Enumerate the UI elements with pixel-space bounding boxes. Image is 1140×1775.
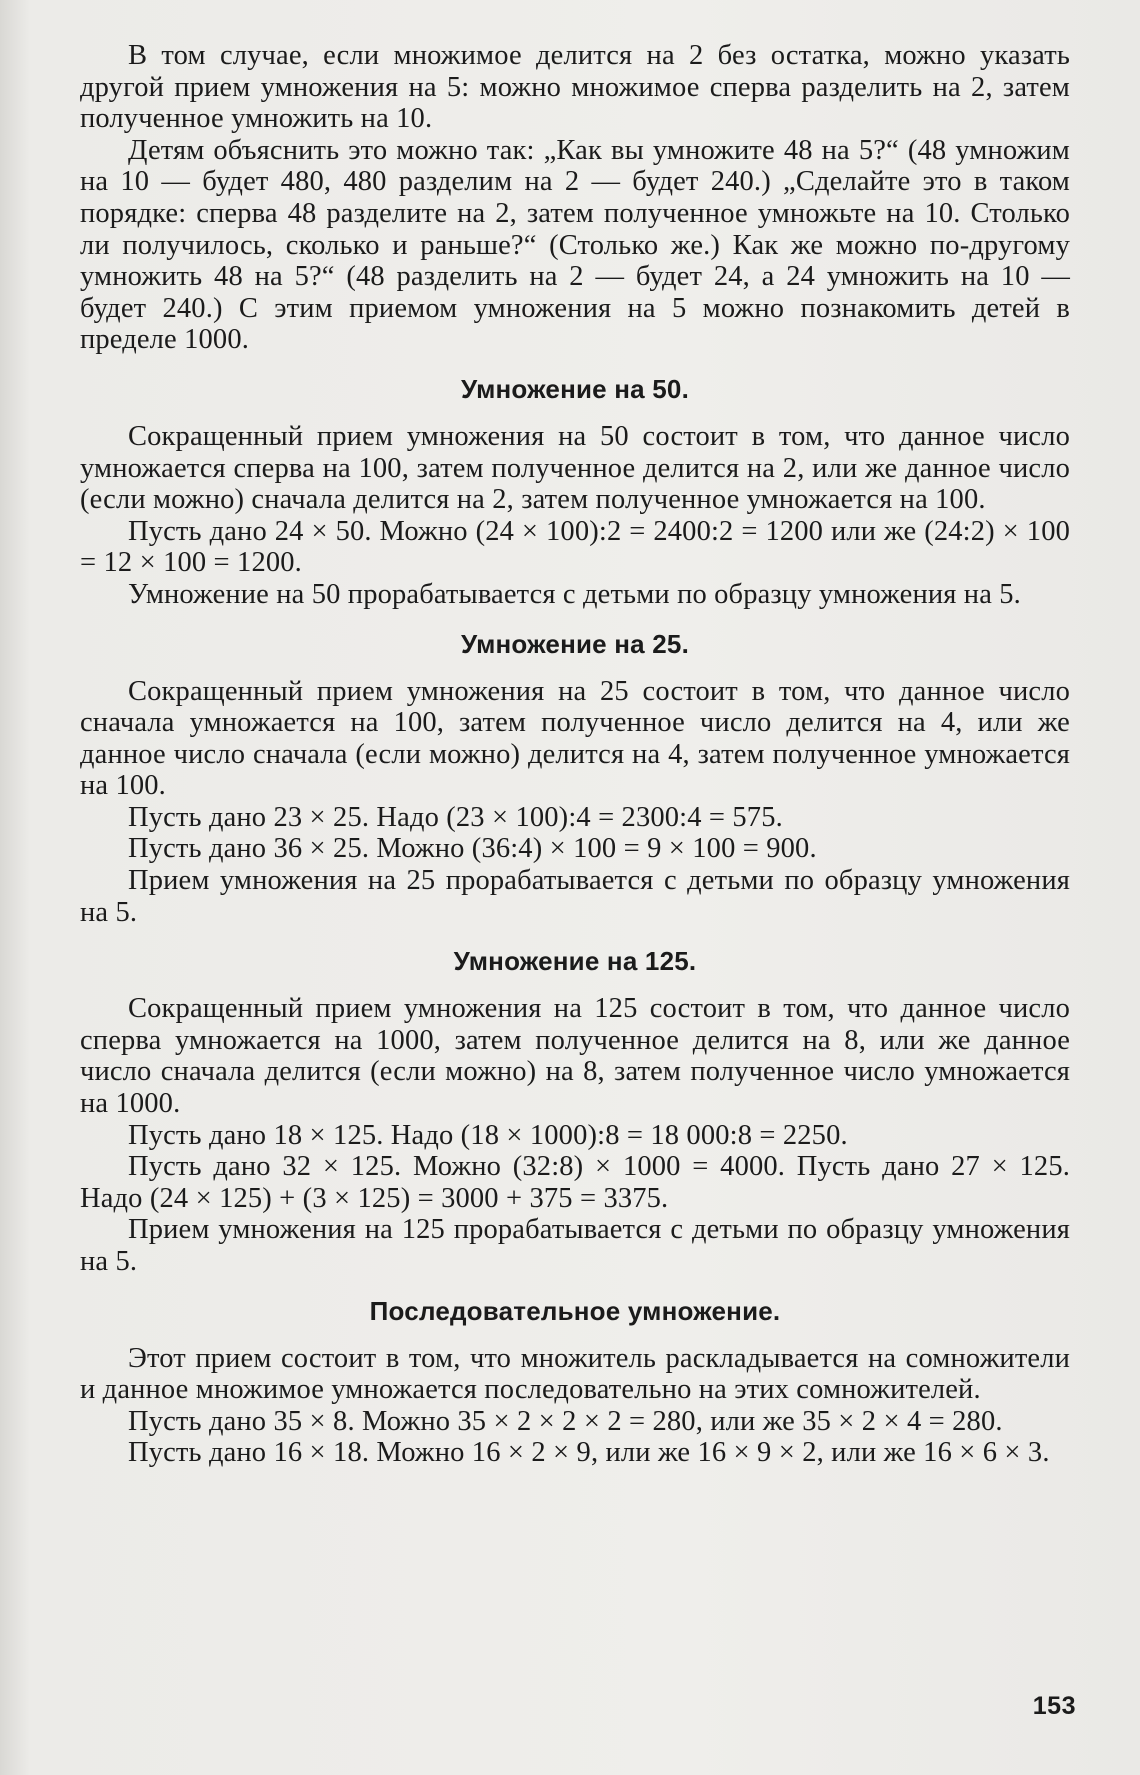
paragraph-practice-125: Прием умножения на 125 прорабатывается с детьми по образцу умножения на 5.: [80, 1214, 1070, 1277]
paragraph-example-25-a: Пусть дано 23 × 25. Надо (23 × 100):4 = 2300:4 = 575.: [128, 801, 783, 833]
paragraph-rule-25: Сокращенный прием умножения на 25 состоит в том, что данное число сначала умножается на 100, затем полученное число делится на 4, или же данное число сначала (если можно) делится на 4, затем полученное умножается на 100.: [80, 675, 1070, 802]
paragraph-example-sequential-b: Пусть дано 16 × 18. Можно 16 × 2 × 9, или же 16 × 9 × 2, или же 16 × 6 × 3.: [128, 1437, 1050, 1469]
paragraph-practice-25: Прием умножения на 25 прорабатывается с детьми по образцу умножения на 5.: [80, 865, 1070, 928]
paragraph-example-125-a: Пусть дано 18 × 125. Надо (18 × 1000):8 = 18 000:8 = 2250.: [128, 1119, 848, 1151]
paragraph-example-50: Пусть дано 24 × 50. Можно (24 × 100):2 = 2400:2 = 1200 или же (24:2) × 100 = 12 × 100 = 1200.: [80, 515, 1070, 579]
heading-multiply-by-50: Умножение на 50.: [460, 373, 689, 404]
heading-sequential-multiplication: Последовательное умножение.: [369, 1295, 781, 1326]
paragraph-explain-to-children: Детям объяснить это можно так: „Как вы умножите 48 на 5?“ (48 умножим на 10 — будет 480, 480 разделим на 2 — будет 240.) „Сделайте это в таком порядке: сперва 48 разделите на 2, затем полученное умножьте на 10. Столько ли получилось, сколько и раньше?“ (Столько же.) Как же можно по-другому умножить 48 на 5?“ (48 разделить на 2 — будет 24, а 24 умножить на 10 — будет 240.) С этим приемом умножения на 5 можно познакомить детей в пределе 1000.: [80, 134, 1070, 356]
paragraph-rule-125: Сокращенный прием умножения на 125 состоит в том, что данное число сперва умножается на 1000, затем полученное делится на 8, или же данное число сначала делится (если можно) на 8, затем полученное число умножается на 1000.: [80, 993, 1070, 1120]
paragraph-practice-50: Умножение на 50 прорабатывается с детьми по образцу умножения на 5.: [128, 578, 1021, 610]
paragraph-rule-sequential: Этот прием состоит в том, что множитель раскладывается на сомножители и данное множимое умножается последовательно на этих сомножителей.: [80, 1342, 1070, 1406]
heading-multiply-by-25: Умножение на 25.: [460, 628, 689, 659]
paragraph-intro-multiply-by-5: В том случае, если множимое делится на 2 без остатка, можно указать другой прием умножения на 5: можно множимое сперва разделить на 2, затем полученное умножить на 10.: [80, 40, 1070, 135]
paragraph-rule-50: Сокращенный прием умножения на 50 состоит в том, что данное число умножается сперва на 100, затем полученное делится на 2, или же данное число (если можно) сначала делится на 2, затем полученное умножается на 100.: [80, 420, 1070, 516]
paragraph-example-sequential-a: Пусть дано 35 × 8. Можно 35 × 2 × 2 × 2 = 280, или же 35 × 2 × 4 = 280.: [128, 1405, 1003, 1437]
page-text: [80, 40, 1070, 1469]
paragraph-example-125-b: Пусть дано 32 × 125. Можно (32:8) × 1000 = 4000. Пусть дано 27 × 125. Надо (24 × 125) + (3 × 125) = 3000 + 375 = 3375.: [80, 1151, 1070, 1214]
paragraph-example-25-b: Пусть дано 36 × 25. Можно (36:4) × 100 = 9 × 100 = 900.: [128, 833, 817, 865]
page-number: 153: [1032, 1692, 1076, 1720]
heading-multiply-by-125: Умножение на 125.: [453, 946, 697, 977]
